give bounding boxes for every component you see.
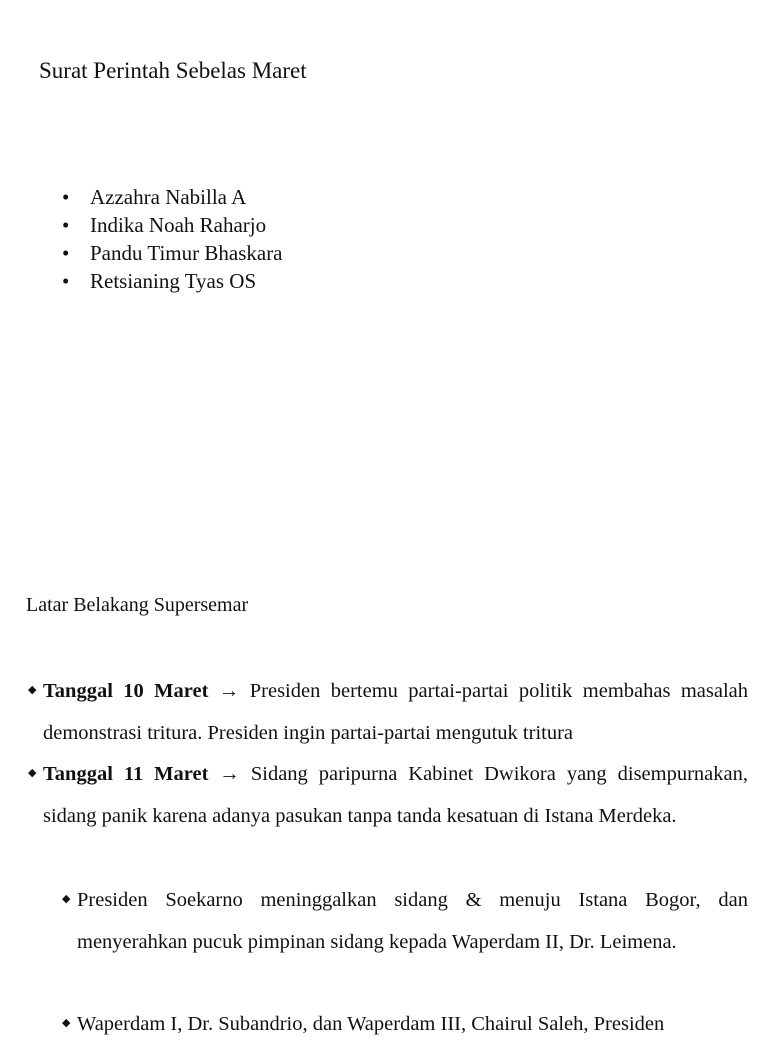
slide-title: Surat Perintah Sebelas Maret [39,58,307,83]
member-name: Azzahra Nabilla A [90,185,247,209]
member-name: Indika Noah Raharjo [90,213,267,237]
sub-bullet-paragraph [77,1004,748,1046]
list-item [62,183,283,211]
section-title: Latar Belakang Supersemar [26,594,249,616]
paragraph-text: Waperdam I, Dr. Subandrio, dan Waperdam III, Chairul Saleh, Presiden [77,1013,665,1035]
paragraph-text: Presiden bertemu partai-partai politik membahas masalah demonstrasi tritura. Presiden ingin partai-partai mengutuk tritura [43,680,748,744]
list-item [62,267,283,295]
bullet-icon: • [62,269,70,293]
diamond-bullet-icon: ◆ [28,684,37,696]
list-item [62,239,283,267]
arrow-icon: → [219,763,240,785]
member-name: Pandu Timur Bhaskara [90,241,283,265]
bullet-paragraph [43,754,748,837]
bullet-icon: • [62,185,70,209]
bullet-paragraph [43,671,748,754]
diamond-bullet-icon: ◆ [62,893,71,905]
list-item [62,211,283,239]
bold-lead: Tanggal 10 Maret [43,680,209,702]
arrow-icon: → [218,680,240,702]
paragraph-text: Presiden Soekarno meninggalkan sidang & menuju Istana Bogor, dan menyerahkan pucuk pimpinan sidang kepada Waperdam II, Dr. Leimena. [77,889,748,953]
bullet-icon: • [62,241,70,265]
member-name: Retsianing Tyas OS [90,269,257,293]
bold-lead: Tanggal 11 Maret [43,763,209,785]
bullet-icon: • [62,213,70,237]
member-list [62,183,283,295]
paragraph-text: Sidang paripurna Kabinet Dwikora yang disempurnakan, sidang panik karena adanya pasukan tanpa tanda kesatuan di Istana Merdeka. [43,763,748,827]
diamond-bullet-icon: ◆ [28,767,37,779]
diamond-bullet-icon: ◆ [62,1017,71,1029]
sub-bullet-paragraph [77,880,748,963]
